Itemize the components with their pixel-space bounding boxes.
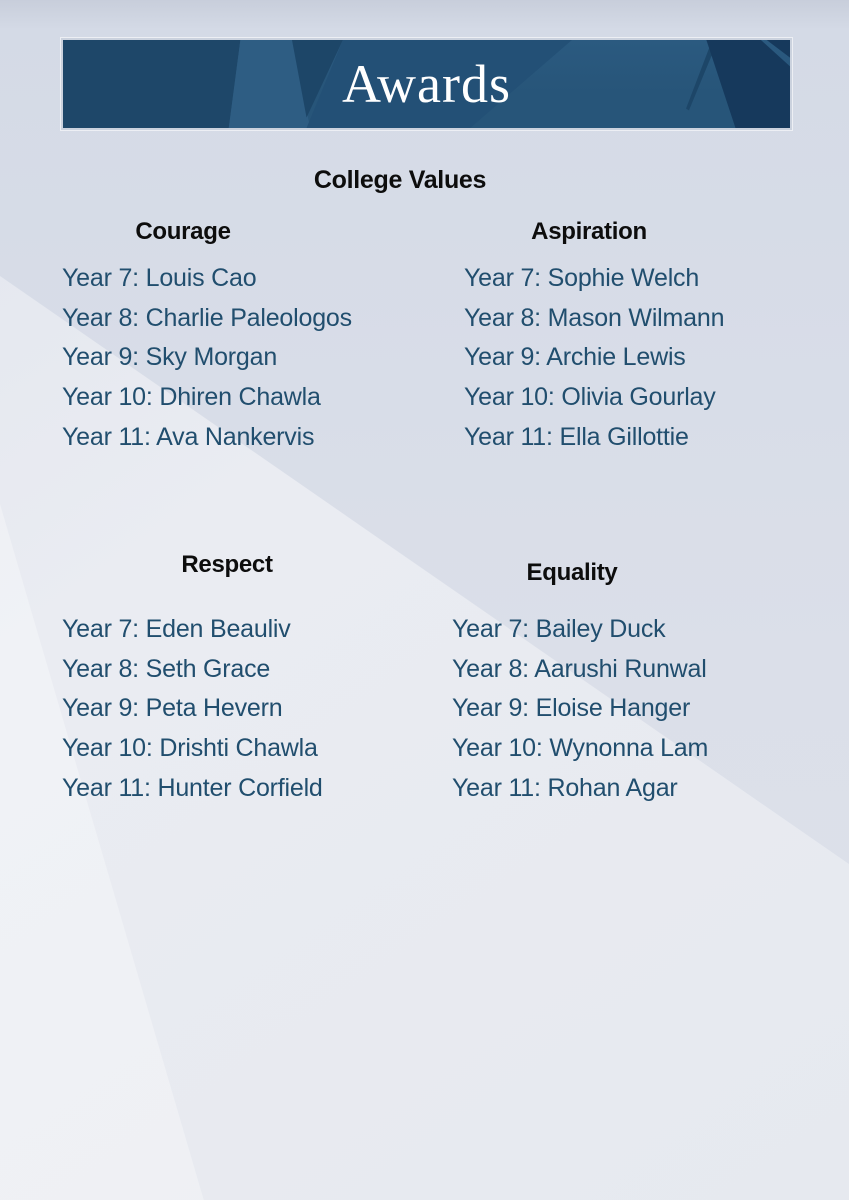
award-item: Year 7: Bailey Duck (452, 615, 666, 643)
award-item: Year 9: Sky Morgan (62, 343, 278, 372)
award-item: Year 8: Aarushi Runwal (452, 654, 707, 683)
section-heading-courage: Courage (135, 218, 231, 245)
award-item: Year 11: Ella Gillottie (464, 422, 689, 451)
awards-banner (63, 40, 790, 128)
award-item: Year 11: Rohan Agar (452, 773, 678, 802)
award-list-courage (62, 259, 352, 458)
banner-title: Awards (341, 54, 511, 114)
section-heading-aspiration: Aspiration (531, 218, 647, 245)
award-item: Year 10: Drishti Chawla (62, 734, 318, 763)
page-subtitle: College Values (313, 166, 487, 194)
award-item: Year 11: Ava Nankervis (62, 422, 315, 451)
award-item: Year 10: Wynonna Lam (452, 734, 709, 763)
award-item: Year 9: Archie Lewis (464, 343, 686, 372)
award-item: Year 7: Sophie Welch (464, 264, 700, 292)
background-top-shade (0, 0, 849, 30)
award-item: Year 7: Louis Cao (62, 264, 257, 292)
section-heading-equality: Equality (526, 559, 618, 586)
award-item: Year 9: Eloise Hanger (452, 694, 691, 723)
award-item: Year 8: Charlie Paleologos (62, 303, 352, 332)
award-item: Year 9: Peta Hevern (62, 694, 283, 723)
award-item: Year 10: Olivia Gourlay (464, 383, 716, 412)
award-item: Year 11: Hunter Corfield (62, 773, 323, 802)
award-item: Year 10: Dhiren Chawla (62, 383, 321, 412)
award-list-aspiration (464, 259, 724, 458)
award-list-respect (62, 610, 323, 809)
award-list-equality (452, 610, 708, 809)
award-item: Year 7: Eden Beauliv (62, 615, 291, 643)
award-item: Year 8: Seth Grace (62, 654, 271, 683)
section-heading-respect: Respect (181, 551, 273, 578)
award-item: Year 8: Mason Wilmann (464, 303, 725, 332)
